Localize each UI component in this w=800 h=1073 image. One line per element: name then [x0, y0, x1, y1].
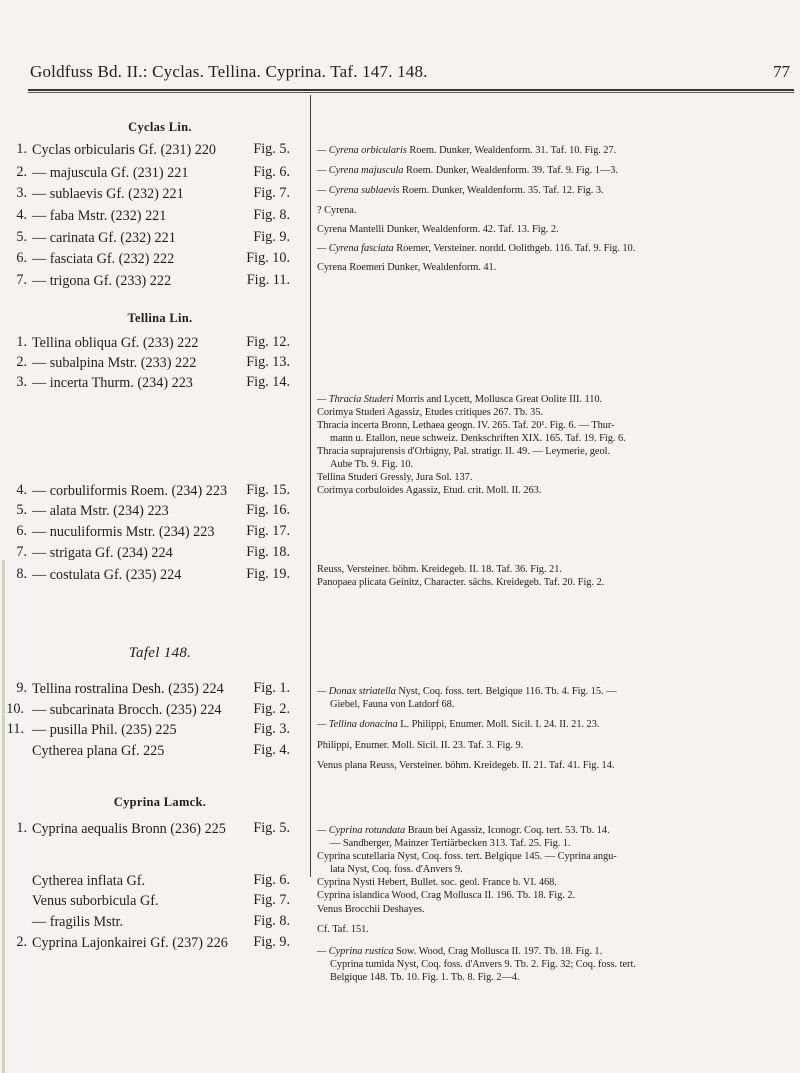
taxon-name: — Cyrena sublaevis — [317, 185, 400, 196]
figure-reference: Fig. 10. — [246, 250, 290, 266]
citation-text: Nyst, Coq. foss. tert. Belgique 116. Tb. 4. Fig. 15. — — [395, 686, 617, 697]
taxon-name: — Tellina donacina — [317, 719, 398, 730]
taxon-name: — Cyrena majuscula — [317, 165, 404, 176]
taxon-name: — Donax striatella — [317, 686, 396, 697]
entry-number: 4. — [16, 482, 27, 498]
citation-text: Belgique 148. Tb. 10. Fig. 1. Tb. 8. Fig. 2—4. — [330, 972, 520, 983]
entry-number: 2. — [16, 164, 27, 180]
synonymy-line — [317, 890, 575, 903]
figure-reference: Fig. 17. — [246, 523, 290, 539]
section-heading: Cyclas Lin. — [128, 120, 192, 134]
species-entry: Cytherea inflata Gf. — [32, 873, 146, 889]
species-entry: Venus suborbicula Gf. — [32, 893, 159, 909]
synonymy-line — [317, 686, 616, 699]
citation-text: Giebel, Fauna von Latdorf 68. — [330, 699, 455, 710]
citation-text: lata Nyst, Coq. foss. d'Anvers 9. — [330, 864, 463, 875]
citation-text: mann u. Etallon, neue schweiz. Denkschriften XIX. 165. Taf. 19. Fig. 6. — [330, 433, 626, 444]
synonymy-line — [317, 904, 425, 917]
species-entry: — trigona Gf. (233) 222 — [32, 273, 172, 289]
synonymy-line — [317, 224, 559, 237]
section-heading: Tafel 148. — [128, 645, 192, 661]
citation-text: Venus plana Reuss, Versteiner. böhm. Kreidegeb. II. 21. Taf. 41. Fig. 14. — [317, 760, 615, 771]
species-entry: Cyclas orbicularis Gf. (231) 220 — [32, 142, 217, 158]
entry-number: 2. — [16, 934, 27, 950]
synonymy-line — [317, 446, 610, 459]
figure-reference: Fig. 5. — [253, 820, 290, 836]
citation-text: Sow. Wood, Crag Mollusca II. 197. Tb. 18. Fig. 1. — [393, 946, 603, 957]
entry-number: 6. — [16, 523, 27, 539]
column-divider — [310, 95, 311, 877]
citation-text: Philippi, Enumer. Moll. Sicil. II. 23. Taf. 3. Fig. 9. — [317, 740, 524, 751]
citation-text: Cyrena Roemeri Dunker, Wealdenform. 41. — [317, 262, 497, 273]
synonymy-line — [330, 433, 626, 446]
species-entry: — alata Mstr. (234) 223 — [32, 503, 169, 519]
synonymy-line — [317, 420, 615, 433]
citation-text: — Sandberger, Mainzer Tertiärbecken 313. Taf. 25. Fig. 1. — [330, 838, 571, 849]
citation-text: Corimya Studeri Agassiz, Etudes critiques 267. Tb. 35. — [317, 407, 543, 418]
synonymy-line — [330, 459, 413, 472]
figure-reference: Fig. 9. — [253, 229, 290, 245]
synonymy-line — [317, 577, 604, 590]
species-entry: — strigata Gf. (234) 224 — [32, 545, 173, 561]
synonymy-line — [317, 946, 602, 959]
synonymy-line — [330, 972, 520, 985]
figure-reference: Fig. 15. — [246, 482, 290, 498]
entry-number: 6. — [16, 250, 27, 266]
citation-text: Panopaea plicata Geinitz, Character. sächs. Kreidegeb. Taf. 20. Fig. 2. — [317, 577, 605, 588]
figure-reference: Fig. 19. — [246, 566, 290, 582]
taxon-name: — Cyrena fasciata — [317, 243, 394, 254]
synonymy-line — [317, 740, 523, 753]
citation-text: Cyprina tumida Nyst, Coq. foss. d'Anvers 9. Tb. 2. Fig. 32; Coq. foss. tert. — [330, 959, 636, 970]
page-number: 77 — [773, 62, 790, 81]
synonymy-line — [317, 924, 369, 937]
citation-text: Roem. Dunker, Wealdenform. 39. Taf. 9. Fig. 1—3. — [403, 165, 618, 176]
taxon-name: — Cyrena orbicularis — [317, 145, 407, 156]
figure-reference: Fig. 13. — [246, 354, 290, 370]
synonymy-line — [317, 243, 635, 256]
citation-text: Morris and Lycett, Mollusca Great Oolite III. 110. — [393, 394, 603, 405]
running-title: Goldfuss Bd. II.: Cyclas. Tellina. Cyprina. Taf. 147. 148. — [30, 62, 428, 81]
figure-reference: Fig. 4. — [253, 742, 290, 758]
entry-number: 10. — [6, 701, 24, 717]
page-edge-mark — [2, 560, 5, 1073]
citation-text: Cyrena Mantelli Dunker, Wealdenform. 42. Taf. 13. Fig. 2. — [317, 224, 559, 235]
citation-text: Corimya corbuloides Agassiz, Etud. crit. Moll. II. 263. — [317, 485, 542, 496]
entry-number: 7. — [16, 544, 27, 560]
species-entry: Tellina rostralina Desh. (235) 224 — [32, 681, 224, 697]
synonymy-line — [317, 262, 496, 275]
citation-text: Braun bei Agassiz, Iconogr. Coq. tert. 53. Tb. 14. — [405, 825, 610, 836]
citation-text: Roemer, Versteiner. nordd. Oolithgeb. 116. Taf. 9. Fig. 10. — [393, 243, 636, 254]
citation-text: Thracia incerta Bronn, Lethaea geogn. IV. 265. Taf. 20¹. Fig. 6. — Thur- — [317, 420, 615, 431]
header-rule-thin — [28, 92, 794, 93]
figure-reference: Fig. 1. — [253, 680, 290, 696]
figure-reference: Fig. 16. — [246, 502, 290, 518]
species-entry: — fasciata Gf. (232) 222 — [32, 251, 175, 267]
synonymy-line — [317, 851, 617, 864]
figure-reference: Fig. 2. — [253, 701, 290, 717]
entry-number: 1. — [16, 141, 27, 157]
page-header — [0, 62, 800, 86]
taxon-name: — Thracia Studeri — [317, 394, 394, 405]
citation-text: Cf. Taf. 151. — [317, 924, 369, 935]
citation-text: Roem. Dunker, Wealdenform. 35. Taf. 12. Fig. 3. — [399, 185, 604, 196]
species-entry: — pusilla Phil. (235) 225 — [32, 722, 177, 738]
citation-text: Venus Brocchii Deshayes. — [317, 904, 425, 915]
entry-number: 3. — [16, 185, 27, 201]
entry-number: 11. — [6, 721, 24, 737]
species-entry: — majuscula Gf. (231) 221 — [32, 165, 189, 181]
synonymy-line — [330, 959, 636, 972]
entry-number: 5. — [16, 229, 27, 245]
species-entry: — subalpina Mstr. (233) 222 — [32, 355, 197, 371]
citation-text: Cyprina scutellaria Nyst, Coq. foss. tert. Belgique 145. — Cyprina angu- — [317, 851, 617, 862]
synonymy-line — [317, 472, 472, 485]
synonymy-line — [317, 564, 562, 577]
citation-text: L. Philippi, Enumer. Moll. Sicil. I. 24. II. 21. 23. — [397, 719, 600, 730]
figure-reference: Fig. 6. — [253, 872, 290, 888]
synonymy-line — [317, 877, 557, 890]
figure-reference: Fig. 14. — [246, 374, 290, 390]
citation-text: Thracia suprajurensis d'Orbigny, Pal. stratigr. II. 49. — Leymerie, geol. — [317, 446, 611, 457]
figure-reference: Fig. 8. — [253, 913, 290, 929]
species-entry: Cyprina aequalis Bronn (236) 225 — [32, 821, 226, 837]
synonymy-line — [317, 394, 602, 407]
species-entry: — costulata Gf. (235) 224 — [32, 567, 182, 583]
taxon-name: — Cyprina rotundata — [317, 825, 406, 836]
species-entry: — sublaevis Gf. (232) 221 — [32, 186, 184, 202]
species-entry: — carinata Gf. (232) 221 — [32, 230, 176, 246]
entry-number: 1. — [16, 820, 27, 836]
figure-reference: Fig. 3. — [253, 721, 290, 737]
entry-number: 3. — [16, 374, 27, 390]
citation-text: Tellina Studeri Gressly, Jura Sol. 137. — [317, 472, 473, 483]
entry-number: 1. — [16, 334, 27, 350]
figure-reference: Fig. 9. — [253, 934, 290, 950]
header-rule — [28, 89, 794, 91]
citation-text: Reuss, Versteiner. böhm. Kreidegeb. II. 18. Taf. 36. Fig. 21. — [317, 564, 562, 575]
figure-reference: Fig. 7. — [253, 185, 290, 201]
species-entry: — faba Mstr. (232) 221 — [32, 208, 167, 224]
synonymy-line — [317, 145, 616, 158]
figure-reference: Fig. 7. — [253, 892, 290, 908]
entry-number: 9. — [16, 680, 27, 696]
citation-text: Aube Tb. 9. Fig. 10. — [330, 459, 414, 470]
species-entry: Cytherea plana Gf. 225 — [32, 743, 165, 759]
synonymy-line — [330, 699, 454, 712]
synonymy-line — [317, 205, 356, 218]
entry-number: 7. — [16, 272, 27, 288]
citation-text: Cyprina islandica Wood, Crag Mollusca II. 196. Tb. 18. Fig. 2. — [317, 890, 576, 901]
synonymy-line — [317, 719, 599, 732]
species-entry: — corbuliformis Roem. (234) 223 — [32, 483, 228, 499]
synonymy-line — [330, 838, 571, 851]
species-entry: — subcarinata Brocch. (235) 224 — [32, 702, 222, 718]
section-heading: Tellina Lin. — [127, 311, 193, 325]
citation-text: Roem. Dunker, Wealdenform. 31. Taf. 10. Fig. 27. — [406, 145, 617, 156]
synonymy-line — [317, 407, 543, 420]
figure-reference: Fig. 6. — [253, 164, 290, 180]
species-entry: Tellina obliqua Gf. (233) 222 — [32, 335, 199, 351]
entry-number: 8. — [16, 566, 27, 582]
synonymy-line — [317, 185, 604, 198]
synonymy-line — [317, 165, 618, 178]
species-entry: — incerta Thurm. (234) 223 — [32, 375, 193, 391]
entry-number: 4. — [16, 207, 27, 223]
entry-number: 5. — [16, 502, 27, 518]
species-entry: — nuculiformis Mstr. (234) 223 — [32, 524, 215, 540]
section-heading: Cyprina Lamck. — [113, 795, 207, 809]
synonymy-line — [317, 760, 614, 773]
citation-text: ? Cyrena. — [317, 205, 357, 216]
figure-reference: Fig. 5. — [253, 141, 290, 157]
species-entry: Cyprina Lajonkairei Gf. (237) 226 — [32, 935, 228, 951]
species-entry: — fragilis Mstr. — [32, 914, 124, 930]
synonymy-line — [317, 485, 541, 498]
figure-reference: Fig. 12. — [246, 334, 290, 350]
entry-number: 2. — [16, 354, 27, 370]
synonymy-line — [330, 864, 463, 877]
figure-reference: Fig. 8. — [253, 207, 290, 223]
taxon-name: — Cyprina rustica — [317, 946, 394, 957]
synonymy-line — [317, 825, 610, 838]
citation-text: Cyprina Nysti Hebert, Bullet. soc. geol. France b. VI. 468. — [317, 877, 557, 888]
figure-reference: Fig. 11. — [246, 272, 290, 288]
figure-reference: Fig. 18. — [246, 544, 290, 560]
